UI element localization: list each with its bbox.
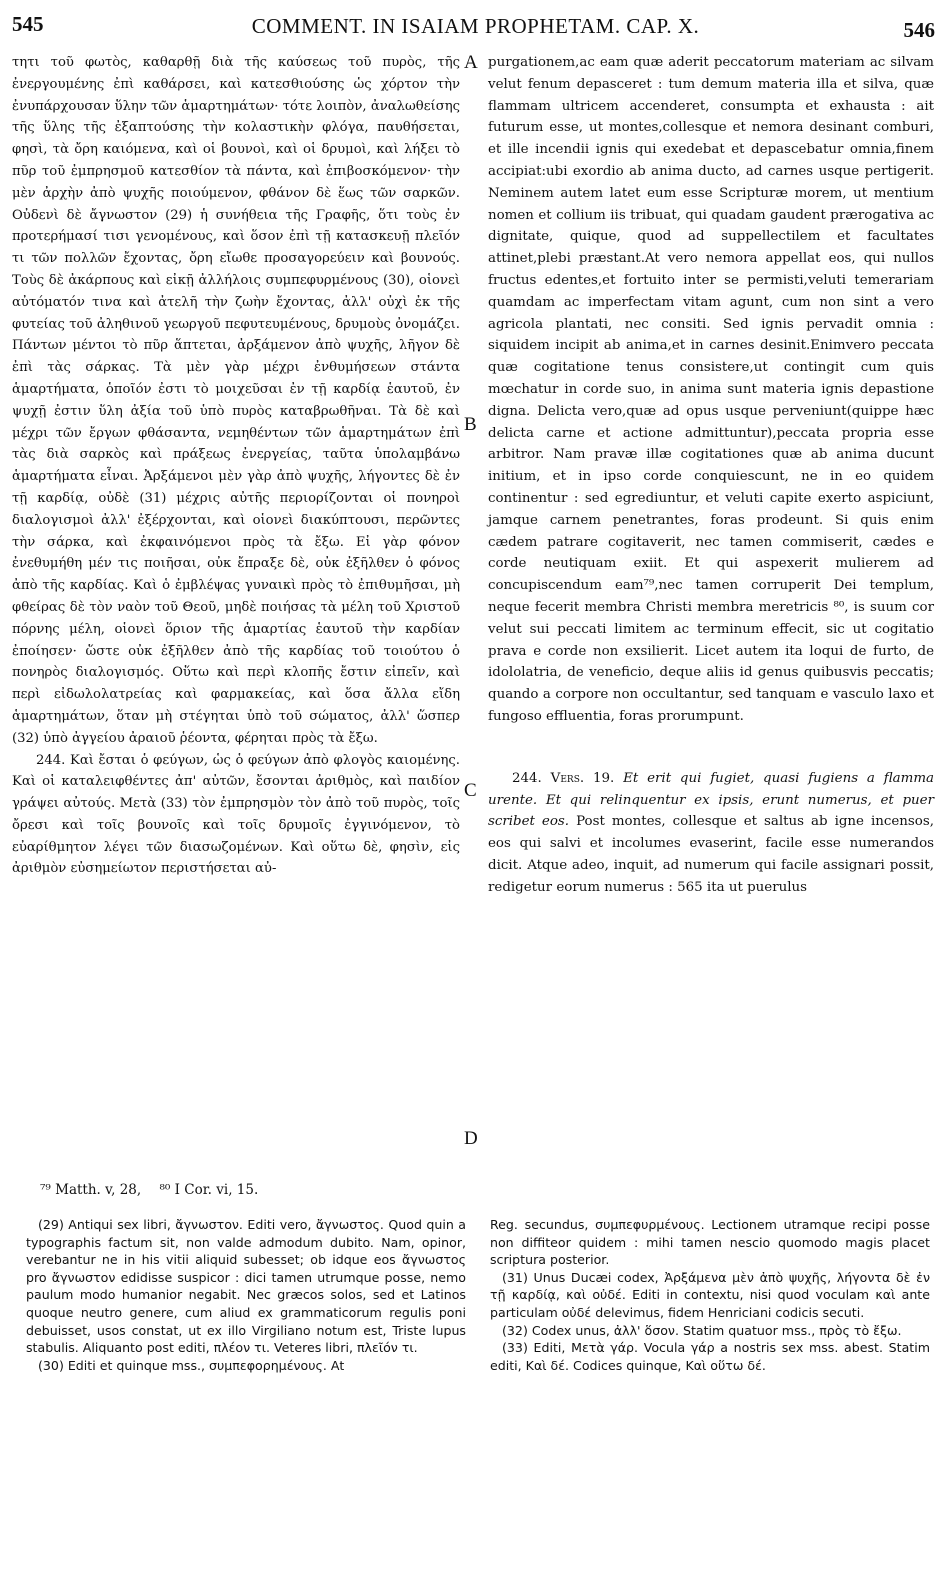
- scripture-ref-79: ⁷⁹ Matth. v, 28,: [40, 1182, 142, 1198]
- latin-column: [488, 52, 934, 898]
- greek-column: [12, 52, 460, 880]
- margin-marker-d: D: [464, 1128, 478, 1149]
- note-30: (30) Editi et quinque mss., συμπεφορημένους. At: [38, 1357, 345, 1373]
- page-number-left: 545: [12, 12, 44, 36]
- running-title: COMMENT. IN ISAIAM PROPHETAM. CAP. X.: [251, 14, 700, 38]
- note-31: (31) Unus Ducæi codex, Ἀρξάμενα μὲν ἀπὸ ψυχῆς, λήγοντα δὲ ἐν τῇ καρδίᾳ, καὶ οὐδέ. Editi in contextu, nisi quod voculam καὶ ante particulam οὐδέ delevimus, fidem Henriciani codicis secuti.: [490, 1269, 930, 1320]
- margin-marker-a: A: [464, 52, 478, 73]
- section-number: 244.: [512, 770, 542, 786]
- note-30-continued: Reg. secundus, συμπεφυρμένους. Lectionem utramque recipi posse non diffiteor quidem : mihi tamen nescio quomodo magis placet scriptura posterior.: [490, 1217, 930, 1268]
- note-32: (32) Codex unus, ἀλλ' ὅσον. Statim quatuor mss., πρὸς τὸ ἔξω.: [502, 1322, 902, 1338]
- note-33: (33) Editi, Μετὰ γάρ. Vocula γάρ a nostris sex mss. abest. Statim editi, Καὶ δέ. Codices quinque, Καὶ οὕτω δέ.: [490, 1340, 930, 1373]
- margin-marker-c: C: [464, 780, 477, 801]
- verse-reference: Vers. 19.: [550, 770, 615, 786]
- latin-paragraph-1: purgationem,ac eam quæ aderit peccatorum materiam ac silvam velut fenum depasceret : tum demum materia illa et silva, quæ flammam ultricem accenderet, consumpta et exhausta : ait futurum esse, ut montes,collesque et nemora desinant comburi, et ille incendii ignis qui exedebat et depascebatur omnia,finem accipiat:ubi exordio ab anima ducto, ad carnes usque pertigerit. Neminem autem latet eum esse Scripturæ morem, ut mentium nomen et collium iis tribuat, qui quadam gaudent prærogativa ac dignitate, quique, quod ad suppellectilem et facultates attinet,plebi præstant.At vero nemora appellat eos, qui nullos fructus edentes,et fortuito inter se permisti,veluti temerariam quamdam ac imperfectam vitam agunt, cum non sint a vero agricola plantati, nec consiti. Sed ignis pervadit omnia : siquidem incipit ab anima,et in carnes desinit.Enimvero peccata quæ cogitatione tenus consistere,ut contingit cum quis mœchatur in corde suo, in anima sunt materia ignis depastione digna. Delicta vero,quæ ad opus usque perveniunt(quippe hæc delicta carne et actione admittuntur),peccata propria esse arbitror. Nam pravæ illæ cogitationes quæ ab anima ducunt initium, et in ipso corde conquiescunt, ne in eo quidem continentur : sed egrediuntur, et veluti capite exerto aspiciunt, jamque carnem penetrantes, foras prodeunt. Si quis enim cædem patrare cogitaverit, nec tamen commiserit, cædes e corde neutiquam exiit. Et qui aspexerit mulierem ad concupiscendum eam⁷⁹,nec tamen corruperit Dei templum, neque fecerit membra Christi membra meretricis ⁸⁰, is suum cor velut sui peccati limitem ac terminum effecit, sic ut cogitatio prava e corde non exsilierit. Licet autem ita loqui de furto, de idololatria, de veneficio, deque aliis id genus quibusvis peccatis; quando a corpore non occultantur, sed tanquam e vasculo laxo et fungoso effluentia, foras prorumpunt.: [488, 55, 934, 724]
- latin-paragraph-244: [488, 768, 934, 899]
- page-header: [0, 8, 951, 42]
- scripture-references: [40, 1182, 258, 1198]
- page-number-right: 546: [903, 18, 935, 42]
- scripture-ref-80: ⁸⁰ I Cor. vi, 15.: [159, 1182, 259, 1198]
- critical-notes-right: [490, 1216, 930, 1374]
- verse-quote: Et erit qui fugiet, quasi fugiens a flamma urente. Et qui relinquentur ex ipsis, erunt numerus, et puer scribet eos.: [488, 770, 935, 830]
- note-29: (29) Antiqui sex libri, ἄγνωστον. Editi vero, ἄγνωστος. Quod quin a typographis factum sit, non valde admodum dubito. Nam, opinor, verebantur ne in his vitii aliquid subesset; ob idque eos ἄγνωστος pro ἄγνωστον edidisse suspicor : dici tamen utrumque posse, nemo paulum modo humanior negabit. Nec græcos solos, sed et Latinos quoque neutro genere, cum aliud ex grammaticorum regulis poni debuisset, usos constat, ut ex illo Virgiliano notum est, Triste lupus stabulis. Aliquanto post editi, πλέον τι. Veteres libri, πλεῖόν τι.: [26, 1217, 466, 1356]
- critical-notes-left: [26, 1216, 466, 1374]
- margin-marker-b: B: [464, 414, 477, 435]
- latin-paragraph-244-text: Post montes, collesque et saltus ab igne incensos, eos qui salvi et incolumes evaserint, facile esse numerandos dicit. Atque adeo, inquit, ad numerum qui facile assignari possit, redigetur eorum numerus : 565 ita ut puerulus: [488, 814, 934, 895]
- greek-paragraph-1: τητι τοῦ φωτὸς, καθαρθῇ διὰ τῆς καύσεως τοῦ πυρὸς, τῆς ἐνεργουμένης ἐπὶ καθάρσει, καὶ κατεσθιούσης ὡς χόρτον τὴν ἐνυπάρχουσαν ὕλην τῶν ἁμαρτημάτων· τότε λοιπὸν, ἀναλωθείσης τῆς ὕλης τῆς ἐξαπτούσης τὴν κολαστικὴν φλόγα, παυθήσεται, φησὶ, τὰ ὄρη καιόμενα, καὶ οἱ βουνοὶ, καὶ οἱ δρυμοὶ, καὶ λήξει τὸ πῦρ τοῦ ἐμπρησμοῦ κατεσθίον τὰ πάντα, καὶ ἐπιβοσκόμενον· τὴν μὲν ἀρχὴν ἀπὸ ψυχῆς ποιούμενον, φθάνον δὲ ἕως τῶν σαρκῶν. Οὐδενὶ δὲ ἄγνωστον (29) ἡ συνήθεια τῆς Γραφῆς, ὅτι τοὺς ἐν προτερήμασί τισι γενομένους, καὶ ὅσον ἐπὶ τῇ κατασκευῇ πλεῖόν τι τῶν πολλῶν ἔχοντας, ὄρη εἴωθε προσαγορεύειν καὶ βουνούς. Τοὺς δὲ ἀκάρπους καὶ εἰκῇ ἀλλήλοις συμπεφυρμένους (30), οἱονεὶ αὐτόματόν τινα καὶ ἀτελῆ τὴν ζωὴν ἔχοντας, ἀλλ' οὐχὶ ἐκ τῆς φυτείας τοῦ ἀληθινοῦ γεωργοῦ πεφυτευμένους, δρυμοὺς ὀνομάζει. Πάντων μέντοι τὸ πῦρ ἅπτεται, ἀρξάμενον ἀπὸ ψυχῆς, λῆγον δὲ ἐπὶ τὰς σάρκας. Τὰ μὲν γὰρ μέχρι ἐνθυμήσεων στάντα ἁμαρτήματα, ὁποῖόν ἐστι τὸ μοιχεῦσαι ἐν τῇ καρδίᾳ ἑαυτοῦ, ἐν ψυχῇ ἐστιν ὕλη ἀξία τοῦ ὑπὸ πυρὸς καταβρωθῆναι. Τὰ δὲ καὶ μέχρι τῶν ἔργων φθάσαντα, νεμηθέντων τῶν ἁμαρτημάτων ἐπὶ τὰς διὰ σαρκὸς καὶ πράξεως ἐνεργείας, ταῦτα ὑπολαμβάνω ἁμαρτήματα εἶναι. Ἀρξάμενοι μὲν γὰρ ἀπὸ ψυχῆς, λήγοντες δὲ ἐν τῇ καρδίᾳ, οὐδὲ (31) μέχρις αὐτῆς περιορίζονται οἱ πονηροὶ διαλογισμοὶ ἀλλ' ἐξέρχονται, καὶ οἱονεὶ διακύπτουσι, περῶντες τὴν σάρκα, καὶ ἐκφαινόμενοι πρὸς τὰ ἔξω. Εἰ γὰρ φόνον ἐνεθυμήθη μέν τις ποιῆσαι, οὐκ ἔπραξε δὲ, οὐκ ἐξῆλθεν ὁ φόνος ἀπὸ τῆς καρδίας. Καὶ ὁ ἐμβλέψας γυναικὶ πρὸς τὸ ἐπιθυμῆσαι, μὴ φθείρας δὲ τὸν ναὸν τοῦ Θεοῦ, μηδὲ ποιήσας τὰ μέλη τοῦ Χριστοῦ πόρνης μέλη, οἱονεὶ ὅριον τῆς ἁμαρτίας ἑαυτοῦ τὴν καρδίαν ἐποίησεν· ὥστε οὐκ ἐξῆλθεν ἀπὸ τῆς καρδίας τοῦ τοιούτου ὁ πονηρὸς διαλογισμός. Οὕτω καὶ περὶ κλοπῆς ἔστιν εἰπεῖν, καὶ περὶ εἰδωλολατρείας καὶ φαρμακείας, καὶ ὅσα ἄλλα εἴδη ἁμαρτημάτων, ὅταν μὴ στέγηται ὑπὸ τοῦ σώματος, ἀλλ' ὥσπερ (32) ὑπὸ ἀγγείου ἀραιοῦ ῥέοντα, φέρηται πρὸς τὰ ἔξω.: [12, 55, 460, 746]
- greek-paragraph-244: 244. Καὶ ἔσται ὁ φεύγων, ὡς ὁ φεύγων ἀπὸ φλογὸς καιομένης. Καὶ οἱ καταλειφθέντες ἀπ' αὐτῶν, ἔσονται ἀριθμὸς, καὶ παιδίον γράψει αὐτούς. Μετὰ (33) τὸν ἐμπρησμὸν τὸν ἀπὸ τοῦ πυρὸς, τοῖς ὄρεσι καὶ τοῖς βουνοῖς καὶ τοῖς δρυμοῖς ἐγγινόμενον, τὸ εὐαρίθμητον λέγει τῶν διασωζομένων. Καὶ οὕτω δὲ, φησὶν, εἰς ἀριθμὸν εὐσημείωτον περιστήσεται αὐ-: [12, 752, 460, 877]
